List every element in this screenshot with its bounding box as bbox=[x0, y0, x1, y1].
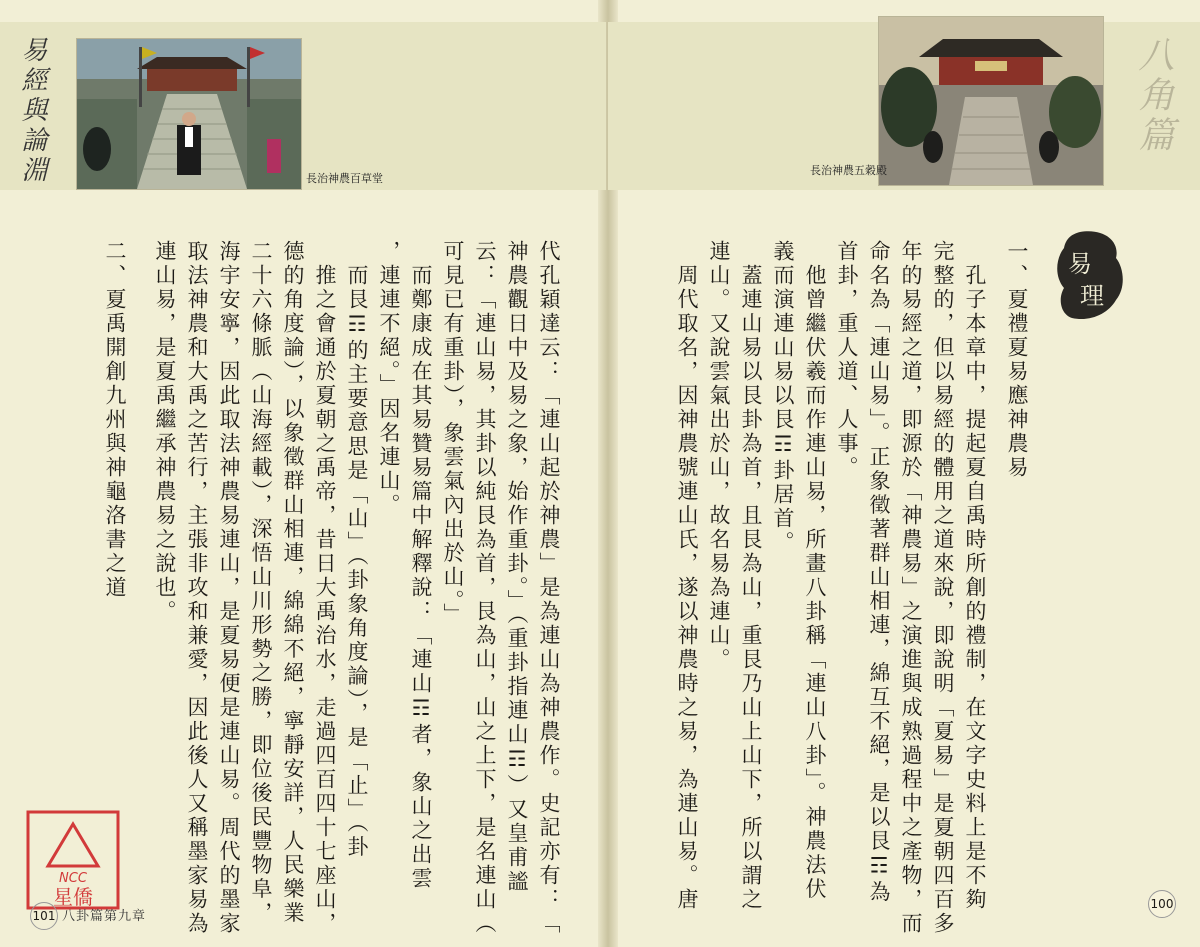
left-text-column: ，連連不絕。」因名連山。 bbox=[377, 240, 401, 518]
left-text-column: 德的角度論），以象徵群山相連，綿綿不絕，寧靜安詳，人民樂業 bbox=[281, 240, 305, 926]
left-text-column: 二十六條脈（山海經載），深悟山川形勢之勝，即位後民豐物阜， bbox=[249, 240, 273, 926]
right-text-column: 命名為「連山易」。正象徵著群山相連，綿互不絕，是以艮☶為 bbox=[867, 240, 891, 905]
right-calligraphy-title: 八角篇 bbox=[1133, 36, 1174, 156]
right-text-column: 首卦，重人道、人事。 bbox=[835, 240, 859, 480]
right-section-heading: 一、夏禮夏易應神農易 bbox=[1005, 240, 1029, 480]
left-running-footer: 八卦篇第九章 bbox=[62, 909, 147, 924]
left-text-column: 連山易，是夏禹繼承神農易之說也。 bbox=[153, 240, 177, 624]
photo-caption-left: 長治神農百草堂 bbox=[306, 172, 383, 185]
right-text-column: 義而演連山易以艮☶卦居首。 bbox=[771, 240, 795, 555]
badge-char-2: 理 bbox=[1080, 282, 1104, 310]
stamp-top-text: NCC bbox=[59, 871, 87, 886]
left-text-column: 推之會通於夏朝之禹帝，昔日大禹治水，走過四百四十七座山， bbox=[313, 240, 337, 936]
left-text-column: 取法神農和大禹之苦行，主張非攻和兼愛，因此後人又稱墨家易為 bbox=[185, 240, 209, 936]
yili-ink-badge bbox=[1050, 228, 1128, 324]
temple-photo-left bbox=[76, 38, 302, 190]
photo-caption-right: 長治神農五穀殿 bbox=[810, 164, 887, 177]
left-page-number: 101 bbox=[30, 902, 58, 930]
left-text-column: 而鄭康成在其易贊易篇中解釋說：「連山☶者，象山之出雲 bbox=[409, 240, 433, 891]
left-text-column: 云：「連山易，其卦以純艮為首，艮為山，山之上下，是名連山（ bbox=[473, 240, 497, 936]
right-text-column: 連山。又說雲氣出於山，故名易為連山。 bbox=[707, 240, 731, 672]
badge-char-1: 易 bbox=[1068, 250, 1092, 278]
left-calligraphy-title: 易經與論淵 bbox=[17, 36, 47, 186]
right-page-number: 100 bbox=[1148, 890, 1176, 918]
left-text-column: 代孔穎達云：「連山起於神農」是為連山為神農作。史記亦有：「 bbox=[537, 240, 561, 936]
ncc-stamp-logo bbox=[26, 810, 120, 910]
right-text-column: 年的易經之道，即源於「神農易」之演進與成熟過程中之產物，而 bbox=[899, 240, 923, 936]
stamp-bottom-text: 星僑 bbox=[53, 885, 93, 909]
right-text-column: 他曾繼伏羲而作連山易，所畫八卦稱「連山八卦」。神農法伏 bbox=[803, 240, 827, 902]
right-text-column: 蓋連山易以艮卦為首，且艮為山，重艮乃山上山下，所以謂之 bbox=[739, 240, 763, 912]
left-text-column: 而艮☶的主要意思是「山」（卦象角度論），是「止」（卦 bbox=[345, 240, 369, 860]
right-text-column: 孔子本章中，提起夏自禹時所創的禮制，在文字史料上是不夠 bbox=[963, 240, 987, 912]
left-section-heading: 二、夏禹開創九州與神龜洛書之道 bbox=[103, 240, 127, 600]
right-text-column: 周代取名，因神農號連山氏，遂以神農時之易，為連山易。唐 bbox=[675, 240, 699, 912]
left-text-column: 神農觀日中及易之象，始作重卦。」（重卦指連山☶）又皇甫謐 bbox=[505, 240, 529, 894]
left-text-column: 海宇安寧，因此取法神農易連山，是夏易便是連山易。周代的墨家 bbox=[217, 240, 241, 936]
temple-photo-right bbox=[878, 16, 1104, 186]
right-text-column: 完整的，但以易經的體用之道來說，即說明「夏易」是夏朝四百多 bbox=[931, 240, 955, 936]
left-text-column: 可見已有重卦），象雲氣內出於山。」 bbox=[441, 240, 465, 627]
